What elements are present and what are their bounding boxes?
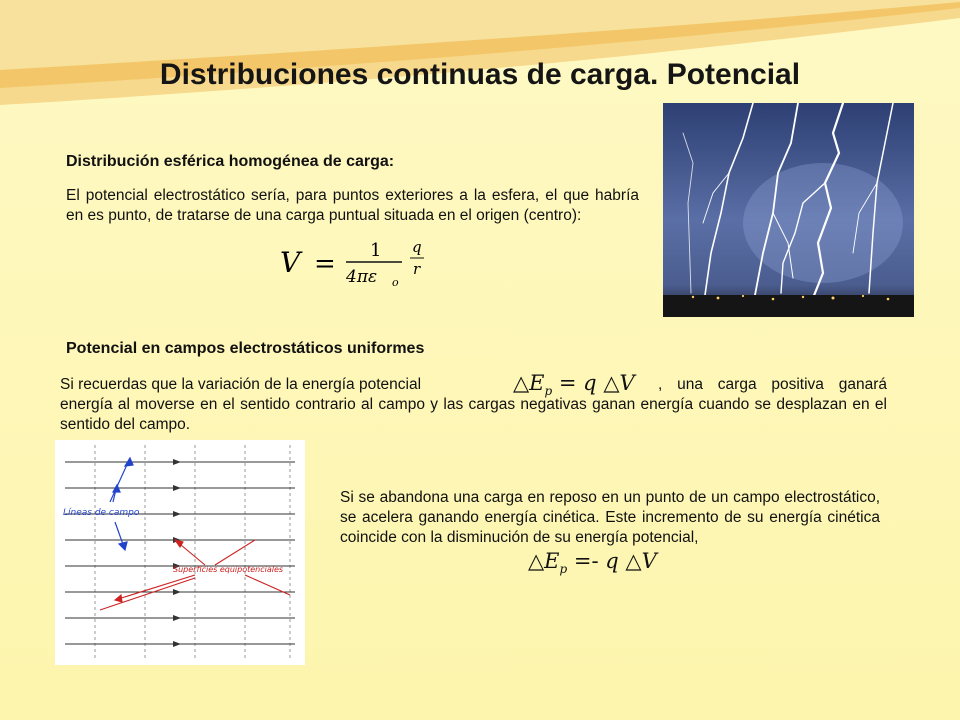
field-arrow [173,485,181,491]
svg-text:r: r [413,260,421,278]
slide-title: Distribuciones continuas de carga. Potencial [159,58,801,91]
svg-text:o: o [392,276,399,289]
svg-text:V: V [280,246,301,279]
svg-text:=: = [314,249,336,279]
heading-uniform-fields: Potencial en campos electrostáticos uniformes [66,340,425,357]
field-arrow [173,589,181,595]
paragraph-energy [60,371,887,437]
inline-formula-energy: $\triangle E_p = q$ △V [513,371,635,399]
text-kinetic: Si se abandona una carga en reposo en un punto de un campo electrostático, se acelera ganando energía cinética. Este incremento de su energía cinética coincide con la disminución de su energía potencial, [340,489,880,546]
text-energy-start: Si recuerdas que la variación de la energía potencial [60,376,422,393]
heading-spherical: Distribución esférica homogénea de carga: [66,153,395,170]
field-arrow [173,511,181,517]
text-energy-rest: , una carga positiva ganará energía al moverse en el sentido contrario al campo y las cargas negativas ganan energía cuando se desplazan en el sentido del campo. [60,376,887,433]
svg-text:1: 1 [370,240,382,261]
field-arrow [173,459,181,465]
lightning-photo [663,103,914,317]
svg-text:Líneas de campo: Líneas de campo [63,508,140,518]
text-spherical: El potencial electrostático sería, para puntos exteriores a la esfera, el que habría en es punto, de tratarse de una carga puntual situada en el origen (centro): [66,187,639,224]
potential-formula [278,236,438,292]
svg-text:4πε: 4πε [346,267,378,287]
svg-text:q: q [412,238,422,256]
svg-text:Superficies equipotenciales: Superficies equipotenciales [173,565,284,574]
decorative-swoosh [0,0,960,110]
field-arrow [173,615,181,621]
field-diagram [55,440,305,665]
field-arrow [173,641,181,647]
inline-formula-kinetic: $\triangle E_p =- q$ △V [528,549,657,577]
